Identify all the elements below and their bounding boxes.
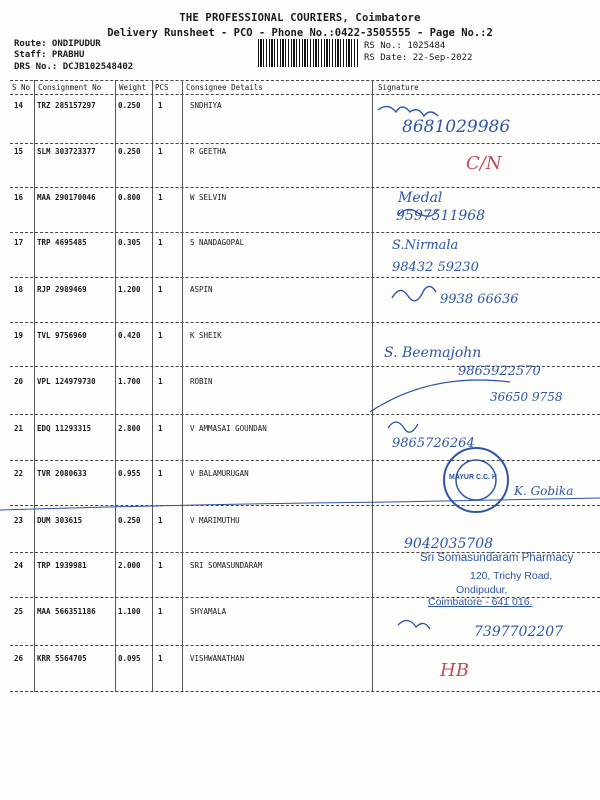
row-sno: 18 (14, 285, 24, 294)
signature-scribble (398, 620, 430, 629)
row-consignee: ASPIN (190, 285, 213, 294)
signature-scribble (378, 106, 438, 116)
pharmacy-stamp-line: Ondipudur, (456, 584, 508, 596)
header-signature: Signature (378, 83, 419, 92)
row-consignee: SNDHIYA (190, 101, 222, 110)
row-consignment: KRR 5564705 (37, 654, 87, 663)
row-weight: 0.420 (118, 331, 141, 340)
handwritten-phone: 9042035708 (404, 536, 494, 552)
pharmacy-stamp-name: Sri Somasundaram Pharmacy (420, 552, 574, 564)
handwritten-name: S.Nirmala (392, 238, 459, 253)
row-pcs: 1 (158, 469, 163, 478)
route-label: Route: ONDIPUDUR (14, 39, 101, 49)
header-sno: S No (12, 83, 31, 92)
pharmacy-stamp-line: 120, Trichy Road, (470, 570, 553, 582)
row-sno: 16 (14, 193, 24, 202)
row-sno: 19 (14, 331, 24, 340)
row-sno: 22 (14, 469, 24, 478)
row-consignee: V AMMASAI GOUNDAN (190, 424, 267, 433)
rs-number: RS No.: 1025484 (364, 41, 446, 51)
row-weight: 0.305 (118, 238, 141, 247)
row-pcs: 1 (158, 654, 163, 663)
header-consignment: Consignment No (38, 83, 102, 92)
row-sno: 20 (14, 377, 24, 386)
row-weight: 1.700 (118, 377, 141, 386)
row-weight: 0.095 (118, 654, 141, 663)
row-pcs: 1 (158, 424, 163, 433)
row-pcs: 1 (158, 285, 163, 294)
signature-scribble (388, 422, 418, 432)
ink-line (0, 498, 600, 510)
round-stamp-text: MAYUR C.C. H (449, 474, 497, 481)
handwritten-phone: 9865726264 (392, 436, 475, 451)
row-consignment: TRP 1939981 (37, 561, 87, 570)
row-consignee: VISHWANATHAN (190, 654, 245, 663)
drs-number: DRS No.: DCJB102548402 (14, 62, 134, 72)
row-pcs: 1 (158, 377, 163, 386)
row-consignment: RJP 2989469 (37, 285, 87, 294)
document-subtitle: Delivery Runsheet - PCO - Phone No.:0422-3505555 - Page No.:2 (107, 27, 493, 39)
document-title: THE PROFESSIONAL COURIERS, Coimbatore (179, 12, 421, 24)
row-weight: 0.250 (118, 101, 141, 110)
row-pcs: 1 (158, 331, 163, 340)
row-consignee: V BALAMURUGAN (190, 469, 249, 478)
row-sno: 21 (14, 424, 24, 433)
row-pcs: 1 (158, 101, 163, 110)
row-consignee: W SELVIN (190, 193, 227, 202)
row-sno: 14 (14, 101, 24, 110)
handwritten-phone: 9938 66636 (440, 292, 519, 307)
pharmacy-stamp-line: Coimbatore - 641 016. (428, 596, 533, 608)
row-sno: 15 (14, 147, 24, 156)
handwritten-note: C/N (466, 153, 502, 174)
handwritten-number: 36650 9758 (490, 390, 563, 404)
row-weight: 1.200 (118, 285, 141, 294)
row-consignee: V MARIMUTHU (190, 516, 240, 525)
handwritten-name: Medal (398, 190, 443, 206)
row-consignee: K SHEIK (190, 331, 222, 340)
row-weight: 0.800 (118, 193, 141, 202)
row-weight: 2.800 (118, 424, 141, 433)
row-consignment: TRZ 285157297 (37, 101, 96, 110)
row-consignment: EDQ 11293315 (37, 424, 92, 433)
row-pcs: 1 (158, 561, 163, 570)
row-weight: 0.955 (118, 469, 141, 478)
row-weight: 0.250 (118, 516, 141, 525)
row-consignment: DUM 303615 (37, 516, 83, 525)
signature-stroke (370, 380, 510, 412)
row-consignee: ROBIN (190, 377, 213, 386)
row-weight: 1.100 (118, 607, 141, 616)
row-consignment: TVL 9756960 (37, 331, 87, 340)
row-consignee: R GEETHA (190, 147, 227, 156)
handwritten-name: K. Gobika (514, 484, 574, 498)
row-consignment: MAA 290170046 (37, 193, 96, 202)
row-consignment: SLM 303723377 (37, 147, 96, 156)
row-consignee: SHYAMALA (190, 607, 227, 616)
row-consignment: TRP 4695485 (37, 238, 87, 247)
row-pcs: 1 (158, 607, 163, 616)
handwritten-phone: 7397702207 (474, 624, 564, 640)
row-sno: 24 (14, 561, 24, 570)
header-pcs: PCS (155, 83, 169, 92)
rs-date: RS Date: 22-Sep-2022 (364, 53, 473, 63)
row-pcs: 1 (158, 516, 163, 525)
row-consignment: MAA 566351186 (37, 607, 96, 616)
handwritten-note: HB (440, 660, 469, 681)
row-pcs: 1 (158, 193, 163, 202)
row-pcs: 1 (158, 147, 163, 156)
row-weight: 0.250 (118, 147, 141, 156)
row-pcs: 1 (158, 238, 163, 247)
row-sno: 26 (14, 654, 24, 663)
handwritten-phone: 98432 59230 (392, 260, 479, 275)
handwritten-phone: 9865922570 (458, 364, 541, 379)
row-consignment: VPL 124979730 (37, 377, 96, 386)
row-sno: 17 (14, 238, 24, 247)
handwritten-phone: 8681029986 (402, 117, 511, 137)
header-weight: Weight (119, 83, 147, 92)
row-sno: 25 (14, 607, 24, 616)
row-consignee: SRI SOMASUNDARAM (190, 561, 263, 570)
row-consignment: TVR 2080633 (37, 469, 87, 478)
staff-label: Staff: PRABHU (14, 50, 85, 60)
row-weight: 2.000 (118, 561, 141, 570)
handwritten-phone: 9597511968 (396, 208, 486, 224)
row-sno: 23 (14, 516, 24, 525)
signature-scribble (392, 286, 436, 300)
handwritten-name: S. Beemajohn (384, 345, 482, 361)
row-consignee: S NANDAGOPAL (190, 238, 245, 247)
header-consignee: Consignee Details (186, 83, 263, 92)
